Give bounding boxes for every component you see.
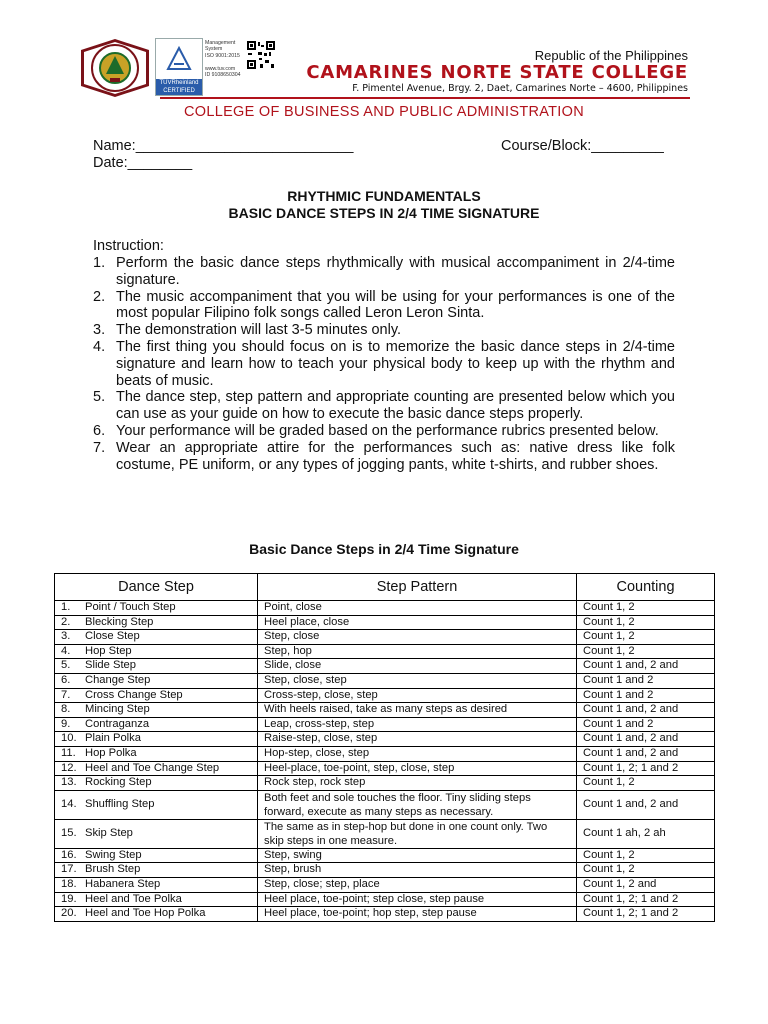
table-row — [55, 659, 715, 674]
header-divider — [160, 97, 690, 99]
table-row — [55, 877, 715, 892]
dance-step-cell — [55, 601, 258, 616]
dance-step-cell — [55, 877, 258, 892]
table-row — [55, 776, 715, 791]
row-number: 18. — [61, 877, 77, 890]
instruction-item — [93, 322, 675, 339]
instruction-text: Perform the basic dance steps rhythmically with musical accompaniment in 2/4-time signature. — [116, 255, 675, 288]
table-row — [55, 790, 715, 819]
dance-step-cell — [55, 659, 258, 674]
table-row — [55, 863, 715, 878]
counting-cell: Count 1, 2 and — [577, 877, 715, 892]
instruction-list — [93, 255, 675, 473]
step-pattern-cell: Step, close; step, place — [258, 877, 577, 892]
management-system-text — [205, 40, 247, 78]
dance-step-name: Habanera Step — [85, 877, 161, 890]
counting-cell: Count 1, 2 — [577, 644, 715, 659]
dance-step-name: Change Step — [85, 673, 151, 686]
dance-step-cell — [55, 761, 258, 776]
row-number: 2. — [61, 615, 71, 628]
dance-step-name: Plain Polka — [85, 732, 141, 745]
counting-cell: Count 1, 2 — [577, 615, 715, 630]
row-number: 12. — [61, 761, 77, 774]
dance-step-cell — [55, 703, 258, 718]
table-row — [55, 907, 715, 922]
step-pattern-cell: Step, close, step — [258, 673, 577, 688]
row-number: 17. — [61, 863, 77, 876]
name-field: Name:___________________________ — [93, 138, 354, 154]
dance-step-cell — [55, 717, 258, 732]
row-number: 20. — [61, 907, 77, 920]
dance-step-name: Hop Step — [85, 644, 132, 657]
dance-step-name: Heel and Toe Polka — [85, 892, 182, 905]
dance-step-name: Contraganza — [85, 717, 150, 730]
dance-step-cell — [55, 819, 258, 848]
dance-step-cell — [55, 907, 258, 922]
row-number: 11. — [61, 746, 76, 759]
counting-cell: Count 1, 2 — [577, 630, 715, 645]
row-number: 8. — [61, 703, 71, 716]
dance-step-name: Shuffling Step — [85, 797, 155, 810]
step-pattern-cell: Heel place, toe-point; hop step, step pause — [258, 907, 577, 922]
dance-step-name: Blecking Step — [85, 615, 154, 628]
dance-step-cell — [55, 892, 258, 907]
header-step-pattern: Step Pattern — [258, 574, 577, 601]
instruction-item — [93, 255, 675, 289]
dance-step-name: Heel and Toe Change Step — [85, 761, 220, 774]
document-subtitle: BASIC DANCE STEPS IN 2/4 TIME SIGNATURE — [228, 205, 540, 221]
college-name: CAMARINES NORTE STATE COLLEGE — [306, 62, 688, 83]
dance-step-cell — [55, 746, 258, 761]
instruction-number: 2. — [93, 288, 106, 305]
dance-step-name: Brush Step — [85, 863, 141, 876]
dance-step-cell — [55, 790, 258, 819]
dance-step-cell — [55, 615, 258, 630]
instruction-item — [93, 339, 675, 389]
table-row — [55, 703, 715, 718]
step-pattern-cell: Both feet and sole touches the floor. Tiny sliding steps forward, execute as many steps as necessary. — [258, 790, 577, 819]
qr-code-icon — [246, 40, 276, 70]
instruction-text: Wear an appropriate attire for the performances such as: native dress like folk costume, PE uniform, or any types of jogging pants, white t-shirts, and rubber shoes. — [116, 439, 675, 473]
row-number: 4. — [61, 644, 71, 657]
document-title: RHYTHMIC FUNDAMENTALS — [287, 188, 481, 204]
cert-brand: TÜVRheinland — [159, 80, 199, 86]
table-row — [55, 848, 715, 863]
instruction-item — [93, 389, 675, 423]
step-pattern-cell: Step, hop — [258, 644, 577, 659]
dance-step-name: Point / Touch Step — [85, 601, 176, 613]
republic-label: Republic of the Philippines — [534, 48, 688, 63]
instruction-number: 5. — [93, 389, 106, 406]
dance-step-name: Close Step — [85, 630, 140, 643]
counting-cell: Count 1, 2 — [577, 863, 715, 878]
table-row — [55, 688, 715, 703]
row-number: 7. — [61, 688, 71, 701]
row-number: 3. — [61, 630, 71, 643]
mgmt-line: www.tuv.com — [205, 65, 236, 72]
dance-step-name: Heel and Toe Hop Polka — [85, 907, 206, 920]
instruction-number: 3. — [93, 322, 106, 339]
row-number: 6. — [61, 673, 71, 686]
table-row — [55, 601, 715, 616]
tuv-triangle-icon — [166, 46, 192, 72]
instruction-text: The demonstration will last 3-5 minutes only. — [116, 322, 402, 339]
row-number: 16. — [61, 848, 77, 861]
college-address: F. Pimentel Avenue, Brgy. 2, Daet, Camarines Norte – 4600, Philippines — [352, 83, 688, 94]
counting-cell: Count 1 and, 2 and — [577, 732, 715, 747]
row-number: 14. — [61, 797, 77, 810]
mgmt-line: ID 9108650304 — [205, 72, 241, 79]
step-pattern-cell: Point, close — [258, 601, 577, 616]
counting-cell: Count 1, 2 — [577, 848, 715, 863]
counting-cell: Count 1 and, 2 and — [577, 790, 715, 819]
dance-step-name: Rocking Step — [85, 776, 152, 789]
dance-step-cell — [55, 673, 258, 688]
table-row — [55, 717, 715, 732]
mgmt-line: ISO 9001:2015 — [205, 52, 240, 59]
table-row — [55, 615, 715, 630]
dance-step-cell — [55, 732, 258, 747]
step-pattern-cell: Raise-step, close, step — [258, 732, 577, 747]
instruction-label: Instruction: — [93, 238, 164, 254]
table-row — [55, 673, 715, 688]
dance-step-cell — [55, 848, 258, 863]
table-row — [55, 746, 715, 761]
dance-step-name: Hop Polka — [85, 746, 137, 759]
row-number: 10. — [61, 732, 77, 745]
step-pattern-cell: Hop-step, close, step — [258, 746, 577, 761]
step-pattern-cell: Rock step, rock step — [258, 776, 577, 791]
counting-cell: Count 1, 2; 1 and 2 — [577, 892, 715, 907]
step-pattern-cell: Step, brush — [258, 863, 577, 878]
department-name: COLLEGE OF BUSINESS AND PUBLIC ADMINISTRATION — [184, 104, 584, 120]
step-pattern-cell: Step, close — [258, 630, 577, 645]
instruction-text: The dance step, step pattern and appropriate counting are presented below which you can use as your guide on how to execute the basic dance steps properly. — [116, 389, 675, 423]
dance-step-cell — [55, 863, 258, 878]
dance-step-name: Skip Step — [85, 826, 133, 839]
dance-step-name: Slide Step — [85, 659, 136, 672]
step-pattern-cell: With heels raised, take as many steps as desired — [258, 703, 577, 718]
row-number: 9. — [61, 717, 71, 730]
row-number: 1. — [61, 601, 71, 613]
step-pattern-cell: Slide, close — [258, 659, 577, 674]
table-row — [55, 644, 715, 659]
instruction-number: 7. — [93, 439, 106, 456]
counting-cell: Count 1, 2; 1 and 2 — [577, 907, 715, 922]
header-counting: Counting — [577, 574, 715, 601]
date-field: Date:________ — [93, 155, 193, 171]
dance-steps-table — [54, 573, 715, 922]
header-dance-step: Dance Step — [55, 574, 258, 601]
table-row — [55, 732, 715, 747]
instruction-number: 1. — [93, 255, 106, 271]
row-number: 13. — [61, 776, 77, 789]
course-block-field: Course/Block:_________ — [501, 138, 664, 154]
dance-step-cell — [55, 776, 258, 791]
instruction-text: The music accompaniment that you will be using for your performances is one of the most popular Filipino folk songs called Leron Leron Sinta. — [116, 288, 675, 322]
dance-step-cell — [55, 644, 258, 659]
table-body — [55, 601, 715, 922]
instruction-item — [93, 289, 675, 323]
counting-cell: Count 1 and 2 — [577, 673, 715, 688]
iso-certification-badge — [155, 38, 203, 96]
table-row — [55, 892, 715, 907]
counting-cell: Count 1, 2 — [577, 776, 715, 791]
step-pattern-cell: Heel place, close — [258, 615, 577, 630]
instruction-item — [93, 440, 675, 474]
row-number: 15. — [61, 826, 77, 839]
step-pattern-cell: Heel place, toe-point; step close, step pause — [258, 892, 577, 907]
instruction-text: The first thing you should focus on is to memorize the basic dance steps in 2/4-time signature and learn how to teach your physical body to keep up with the rhythm and beats of music. — [116, 338, 675, 389]
table-row — [55, 630, 715, 645]
counting-cell: Count 1, 2; 1 and 2 — [577, 761, 715, 776]
row-number: 5. — [61, 659, 71, 672]
mgmt-line: Management — [205, 40, 236, 46]
counting-cell: Count 1 and, 2 and — [577, 703, 715, 718]
instruction-number: 6. — [93, 422, 106, 439]
counting-cell: Count 1 and 2 — [577, 717, 715, 732]
counting-cell: Count 1 and 2 — [577, 688, 715, 703]
table-title: Basic Dance Steps in 2/4 Time Signature — [249, 541, 519, 557]
step-pattern-cell: Heel-place, toe-point, step, close, step — [258, 761, 577, 776]
step-pattern-cell: Cross-step, close, step — [258, 688, 577, 703]
counting-cell: Count 1 ah, 2 ah — [577, 819, 715, 848]
step-pattern-cell: Leap, cross-step, step — [258, 717, 577, 732]
instruction-number: 4. — [93, 338, 106, 355]
cert-status: CERTIFIED — [163, 88, 195, 94]
step-pattern-cell: Step, swing — [258, 848, 577, 863]
instruction-item — [93, 423, 675, 440]
dance-step-name: Mincing Step — [85, 703, 150, 716]
mgmt-line: System — [205, 46, 223, 53]
counting-cell: Count 1 and, 2 and — [577, 746, 715, 761]
table-row — [55, 819, 715, 848]
counting-cell: Count 1, 2 — [577, 601, 715, 616]
counting-cell: Count 1 and, 2 and — [577, 659, 715, 674]
row-number: 19. — [61, 892, 77, 905]
step-pattern-cell: The same as in step-hop but done in one count only. Two skip steps in one measure. — [258, 819, 577, 848]
dance-step-name: Cross Change Step — [85, 688, 183, 701]
dance-step-cell — [55, 688, 258, 703]
college-seal-icon — [80, 38, 150, 98]
table-header-row — [55, 574, 715, 601]
table-row — [55, 761, 715, 776]
instruction-text: Your performance will be graded based on the performance rubrics presented below. — [116, 422, 659, 439]
dance-step-cell — [55, 630, 258, 645]
dance-step-name: Swing Step — [85, 848, 142, 861]
